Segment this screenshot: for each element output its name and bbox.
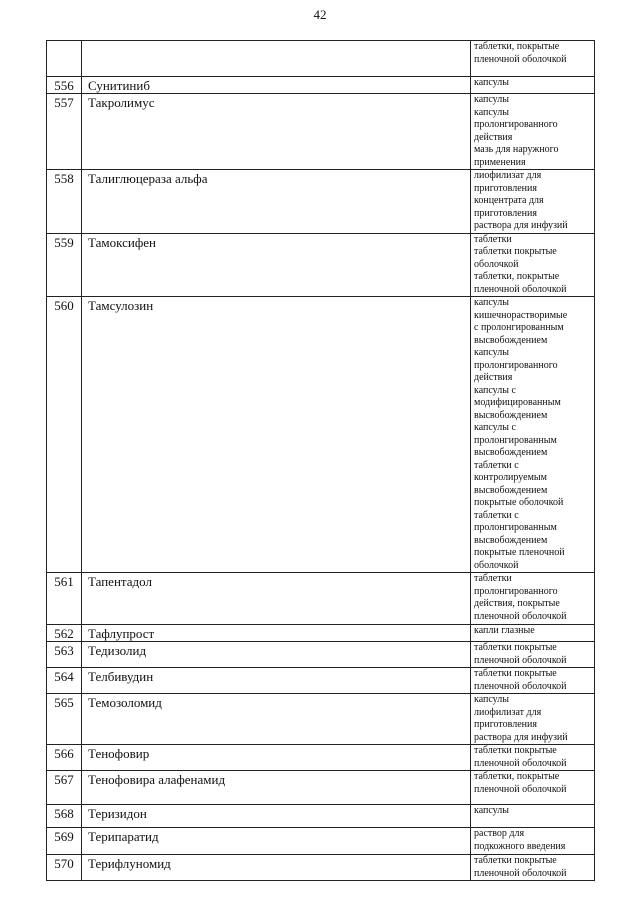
table-row	[47, 694, 595, 745]
dosage-form-line: пленочной оболочкой	[474, 867, 567, 879]
table-row	[47, 77, 595, 94]
dosage-form-line: раствора для инфузий	[474, 220, 568, 231]
table-row	[47, 573, 595, 625]
row-number: 556	[47, 77, 82, 94]
dosage-form-line: капсулы	[474, 694, 509, 705]
table-row	[47, 771, 595, 805]
dosage-form-line: таблетки, покрытые	[474, 271, 560, 282]
dosage-forms	[471, 668, 595, 694]
drug-name	[82, 41, 471, 77]
dosage-form-line: лиофилизат для	[474, 706, 542, 718]
table-row	[47, 41, 595, 77]
dosage-form-line: контролируемым	[474, 472, 547, 483]
dosage-forms	[471, 41, 595, 77]
drug-name: Телбивудин	[82, 668, 471, 694]
dosage-form-line: покрытые пленочной	[474, 547, 565, 558]
drug-name: Тафлупрост	[82, 625, 471, 642]
row-number: 565	[47, 694, 82, 745]
dosage-form-line: пленочной оболочкой	[474, 654, 567, 666]
row-number: 557	[47, 94, 82, 170]
dosage-form-line: пленочной оболочкой	[474, 783, 567, 795]
page-number: 42	[313, 7, 327, 22]
dosage-form-line: таблетки	[474, 233, 512, 245]
dosage-form-line: действия, покрытые	[474, 598, 560, 609]
table-row	[47, 625, 595, 642]
dosage-form-line: пролонгированным	[474, 522, 557, 533]
row-number: 570	[47, 855, 82, 881]
table-row	[47, 805, 595, 828]
table-row	[47, 297, 595, 573]
drug-name: Талиглюцераза альфа	[82, 170, 471, 234]
drug-name: Тапентадол	[82, 573, 471, 625]
dosage-form-line: капсулы	[474, 297, 509, 308]
row-number: 564	[47, 668, 82, 694]
dosage-form-line: таблетки покрытые	[474, 668, 557, 679]
dosage-form-line: высвобождением	[474, 409, 548, 421]
dosage-form-line: модифицированным	[474, 397, 561, 408]
dosage-forms	[471, 828, 595, 855]
dosage-form-line: таблетки с	[474, 459, 519, 471]
dosage-form-line: подкожного введения	[474, 840, 566, 852]
dosage-form-line: капсулы	[474, 805, 509, 816]
dosage-form-line: раствор для	[474, 828, 525, 839]
row-number: 560	[47, 297, 82, 573]
drug-name: Сунитиниб	[82, 77, 471, 94]
drug-name: Такролимус	[82, 94, 471, 170]
drug-name: Теризидон	[82, 805, 471, 828]
dosage-form-line: пленочной оболочкой	[474, 53, 567, 65]
dosage-form-line: пролонгированного	[474, 359, 558, 371]
dosage-form-line: капсулы	[474, 77, 509, 88]
table-row	[47, 642, 595, 668]
row-number: 562	[47, 625, 82, 642]
drug-name: Тенофовир	[82, 745, 471, 771]
dosage-form-line: действия	[474, 131, 513, 143]
row-number: 569	[47, 828, 82, 855]
dosage-forms	[471, 625, 595, 642]
dosage-form-line: мазь для наружного	[474, 144, 559, 155]
dosage-form-line: приготовления	[474, 719, 537, 730]
table-row	[47, 94, 595, 170]
dosage-forms	[471, 694, 595, 745]
dosage-forms	[471, 77, 595, 94]
drug-name: Тамоксифен	[82, 233, 471, 297]
row-number	[47, 41, 82, 77]
drug-name: Терипаратид	[82, 828, 471, 855]
dosage-form-line: таблетки покрытые	[474, 745, 557, 756]
dosage-forms	[471, 94, 595, 170]
dosage-form-line: применения	[474, 156, 526, 168]
row-number: 567	[47, 771, 82, 805]
dosage-form-line: таблетки покрытые	[474, 642, 557, 653]
table-row	[47, 855, 595, 881]
dosage-form-line: капсулы с	[474, 422, 516, 433]
dosage-form-line: пролонгированным	[474, 434, 557, 446]
row-number: 563	[47, 642, 82, 668]
dosage-forms	[471, 297, 595, 573]
dosage-forms	[471, 745, 595, 771]
dosage-form-line: оболочкой	[474, 559, 519, 571]
dosage-forms	[471, 642, 595, 668]
dosage-form-line: капли глазные	[474, 625, 535, 636]
drug-name: Темозоломид	[82, 694, 471, 745]
drug-name: Тамсулозин	[82, 297, 471, 573]
dosage-form-line: с пролонгированным	[474, 322, 564, 333]
dosage-form-line: пленочной оболочкой	[474, 757, 567, 769]
dosage-form-line: действия	[474, 372, 513, 383]
dosage-forms	[471, 805, 595, 828]
dosage-form-line: капсулы	[474, 347, 509, 358]
dosage-form-line: таблетки, покрытые	[474, 771, 560, 782]
row-number: 561	[47, 573, 82, 625]
dosage-forms	[471, 771, 595, 805]
dosage-form-line: капсулы с	[474, 384, 516, 396]
table-row	[47, 170, 595, 234]
dosage-forms	[471, 573, 595, 625]
dosage-form-line: приготовления	[474, 182, 537, 194]
dosage-form-line: высвобождением	[474, 534, 548, 546]
table-row	[47, 668, 595, 694]
dosage-form-line: пленочной оболочкой	[474, 610, 567, 622]
drug-name: Тенофовира алафенамид	[82, 771, 471, 805]
dosage-form-line: приготовления	[474, 207, 537, 219]
dosage-form-line: оболочкой	[474, 258, 519, 270]
dosage-form-line: таблетки	[474, 573, 512, 584]
dosage-form-line: пленочной оболочкой	[474, 680, 567, 692]
table-body	[47, 41, 595, 881]
dosage-form-line: высвобождением	[474, 447, 548, 458]
dosage-form-line: концентрата для	[474, 195, 544, 206]
row-number: 566	[47, 745, 82, 771]
dosage-form-line: пролонгированного	[474, 119, 558, 130]
dosage-form-line: капсулы	[474, 94, 509, 105]
row-number: 559	[47, 233, 82, 297]
dosage-form-line: таблетки с	[474, 509, 519, 521]
dosage-form-line: пролонгированного	[474, 585, 558, 597]
dosage-form-line: таблетки покрытые	[474, 246, 557, 257]
dosage-forms	[471, 170, 595, 234]
row-number: 568	[47, 805, 82, 828]
dosage-form-line: лиофилизат для	[474, 170, 542, 181]
dosage-form-line: капсулы	[474, 106, 509, 118]
dosage-form-line: таблетки покрытые	[474, 855, 557, 866]
dosage-form-line: раствора для инфузий	[474, 731, 568, 743]
table-row	[47, 828, 595, 855]
drug-name: Терифлуномид	[82, 855, 471, 881]
table-row	[47, 745, 595, 771]
dosage-form-line: высвобождением	[474, 484, 548, 496]
table-row	[47, 233, 595, 297]
dosage-forms	[471, 233, 595, 297]
dosage-form-line: высвобождением	[474, 334, 548, 346]
dosage-form-line: кишечнорастворимые	[474, 309, 568, 321]
dosage-form-line: пленочной оболочкой	[474, 283, 567, 295]
dosage-form-line: покрытые оболочкой	[474, 497, 564, 508]
row-number: 558	[47, 170, 82, 234]
drug-name: Тедизолид	[82, 642, 471, 668]
dosage-forms	[471, 855, 595, 881]
drug-table	[46, 40, 595, 881]
dosage-form-line: таблетки, покрытые	[474, 41, 560, 52]
